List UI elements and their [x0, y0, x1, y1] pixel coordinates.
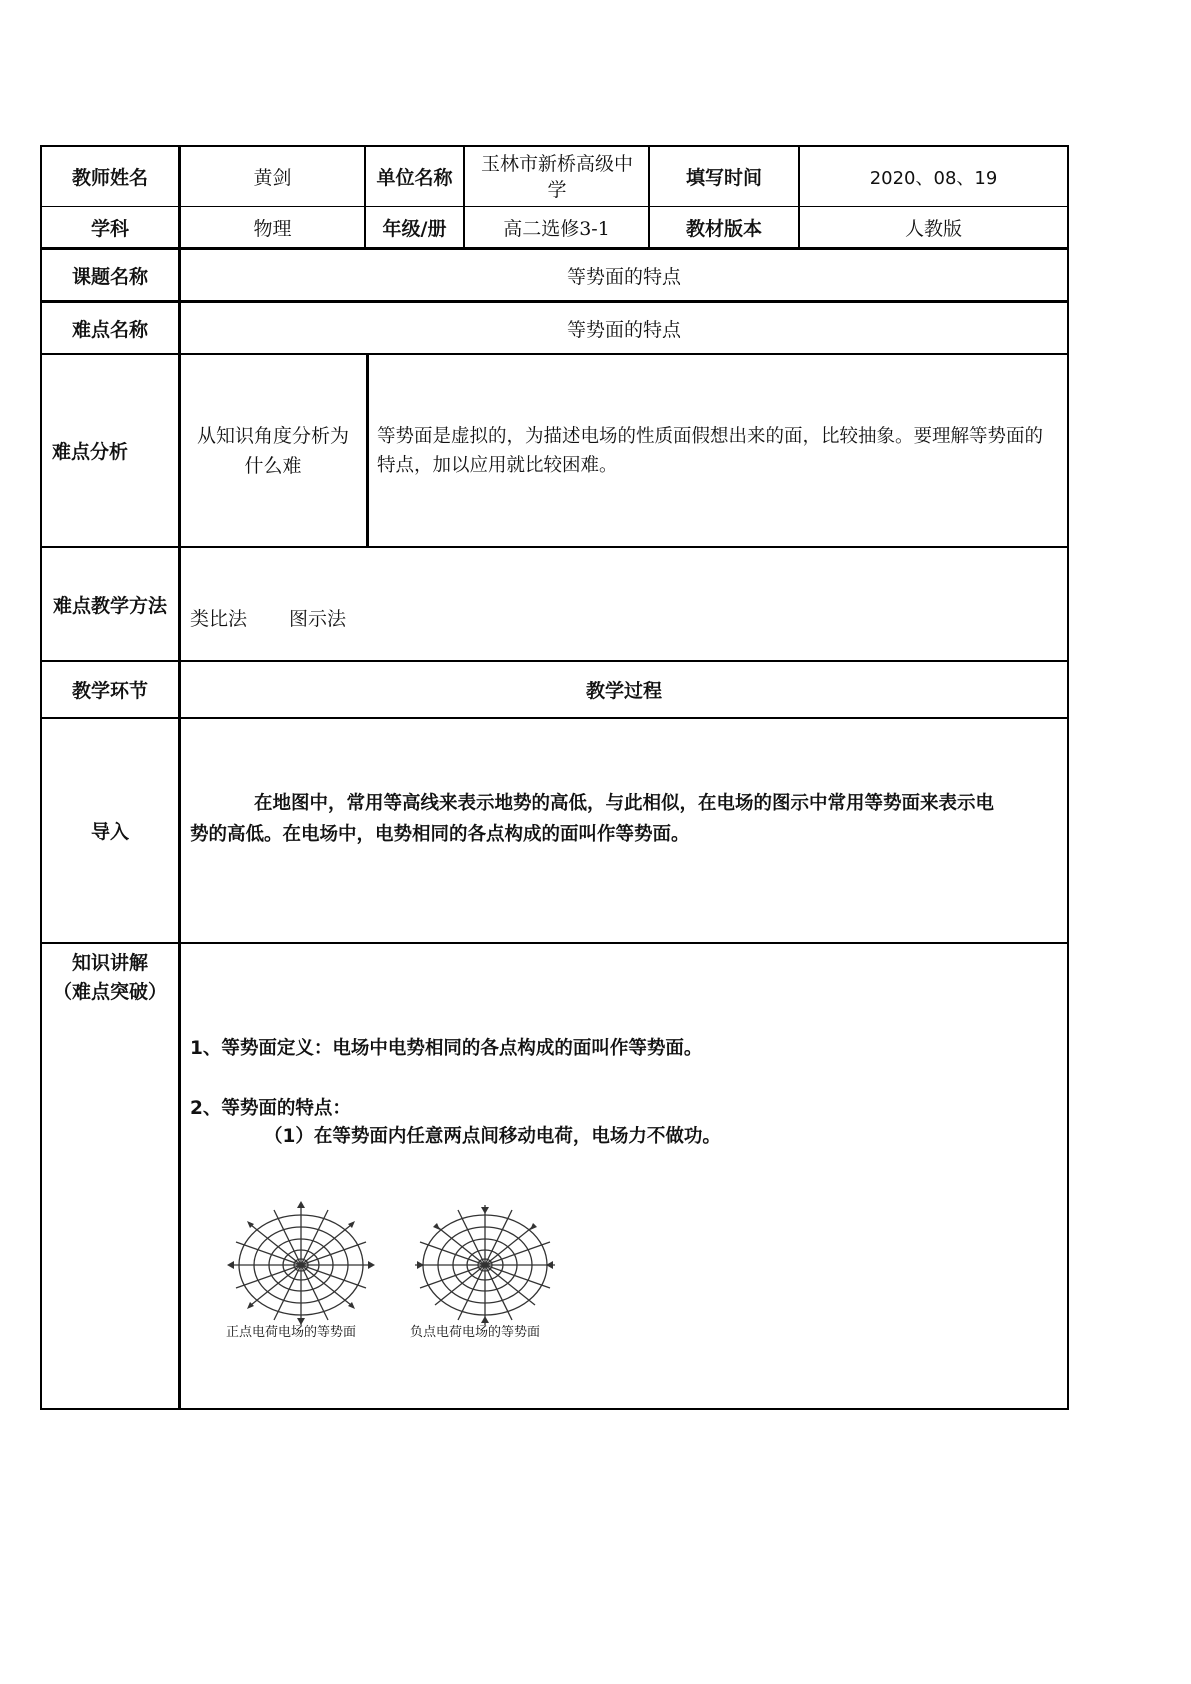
analysis-divider: [366, 354, 369, 547]
fig2-caption: 负点电荷电场的等势面: [410, 1325, 541, 1340]
intro-label: 导入: [90, 821, 129, 843]
method-label: 难点教学方法: [52, 594, 167, 617]
topic-value: 等势面的特点: [566, 265, 681, 288]
teacher-name-value: 黄剑: [253, 167, 292, 189]
knowledge-item-2: 2、等势面的特点：: [190, 1098, 351, 1119]
analysis-text: 等势面是虚拟的，为描述电场的性质面假想出来的面，比较抽象。要理解等势面的特点，加以应用就比较困难。: [377, 426, 1044, 476]
fill-time-value: 2020、08、19: [869, 167, 998, 189]
fig1-caption: 正点电荷电场的等势面: [226, 1325, 357, 1340]
analysis-label: 难点分析: [52, 441, 129, 463]
analysis-sub-label: 从知识角度分析为什么难: [196, 424, 349, 477]
intro-text: 在地图中，常用等高线来表示地势的高低，与此相似，在电场的图示中常用等势面来表示电势的高低。在电场中，电势相同的各点构成的面叫作等势面。: [190, 793, 995, 845]
section-label: 教学环节: [71, 680, 148, 702]
teacher-name-label: 教师姓名: [71, 167, 148, 189]
unit-name-label: 单位名称: [376, 167, 453, 189]
fill-time-label: 填写时间: [685, 167, 762, 189]
unit-name-value: 玉林市新桥高级中学: [480, 152, 633, 201]
section-value: 教学过程: [585, 680, 662, 702]
edition-label: 教材版本: [685, 217, 762, 240]
knowledge-item-1: 1、等势面定义：电场中电势相同的各点构成的面叫作等势面。: [190, 1038, 703, 1059]
knowledge-item-2-sub: （1）在等势面内任意两点间移动电荷，电场力不做功。: [264, 1126, 721, 1147]
method-value-2: 图示法: [289, 608, 347, 630]
knowledge-label-line2: （难点突破）: [52, 980, 167, 1003]
knowledge-label-line1: 知识讲解: [71, 951, 148, 974]
table-border-right: [1067, 145, 1069, 1410]
subject-value: 物理: [253, 217, 292, 240]
difficulty-value: 等势面的特点: [566, 318, 681, 341]
difficulty-label: 难点名称: [71, 318, 148, 341]
grade-value: 高二选修3-1: [503, 217, 610, 240]
positive-charge-equipotential-figure: [226, 1200, 376, 1325]
subject-label: 学科: [90, 217, 129, 240]
method-value-1: 类比法: [190, 608, 248, 630]
row-divider: [40, 546, 1069, 548]
negative-charge-equipotential-figure: [410, 1200, 560, 1325]
topic-label: 课题名称: [71, 265, 148, 288]
table-border-bottom: [40, 1408, 1069, 1410]
grade-label: 年级/册: [382, 217, 447, 240]
row-divider: [40, 942, 1069, 944]
edition-value: 人教版: [904, 217, 962, 240]
row-divider: [40, 717, 1069, 719]
